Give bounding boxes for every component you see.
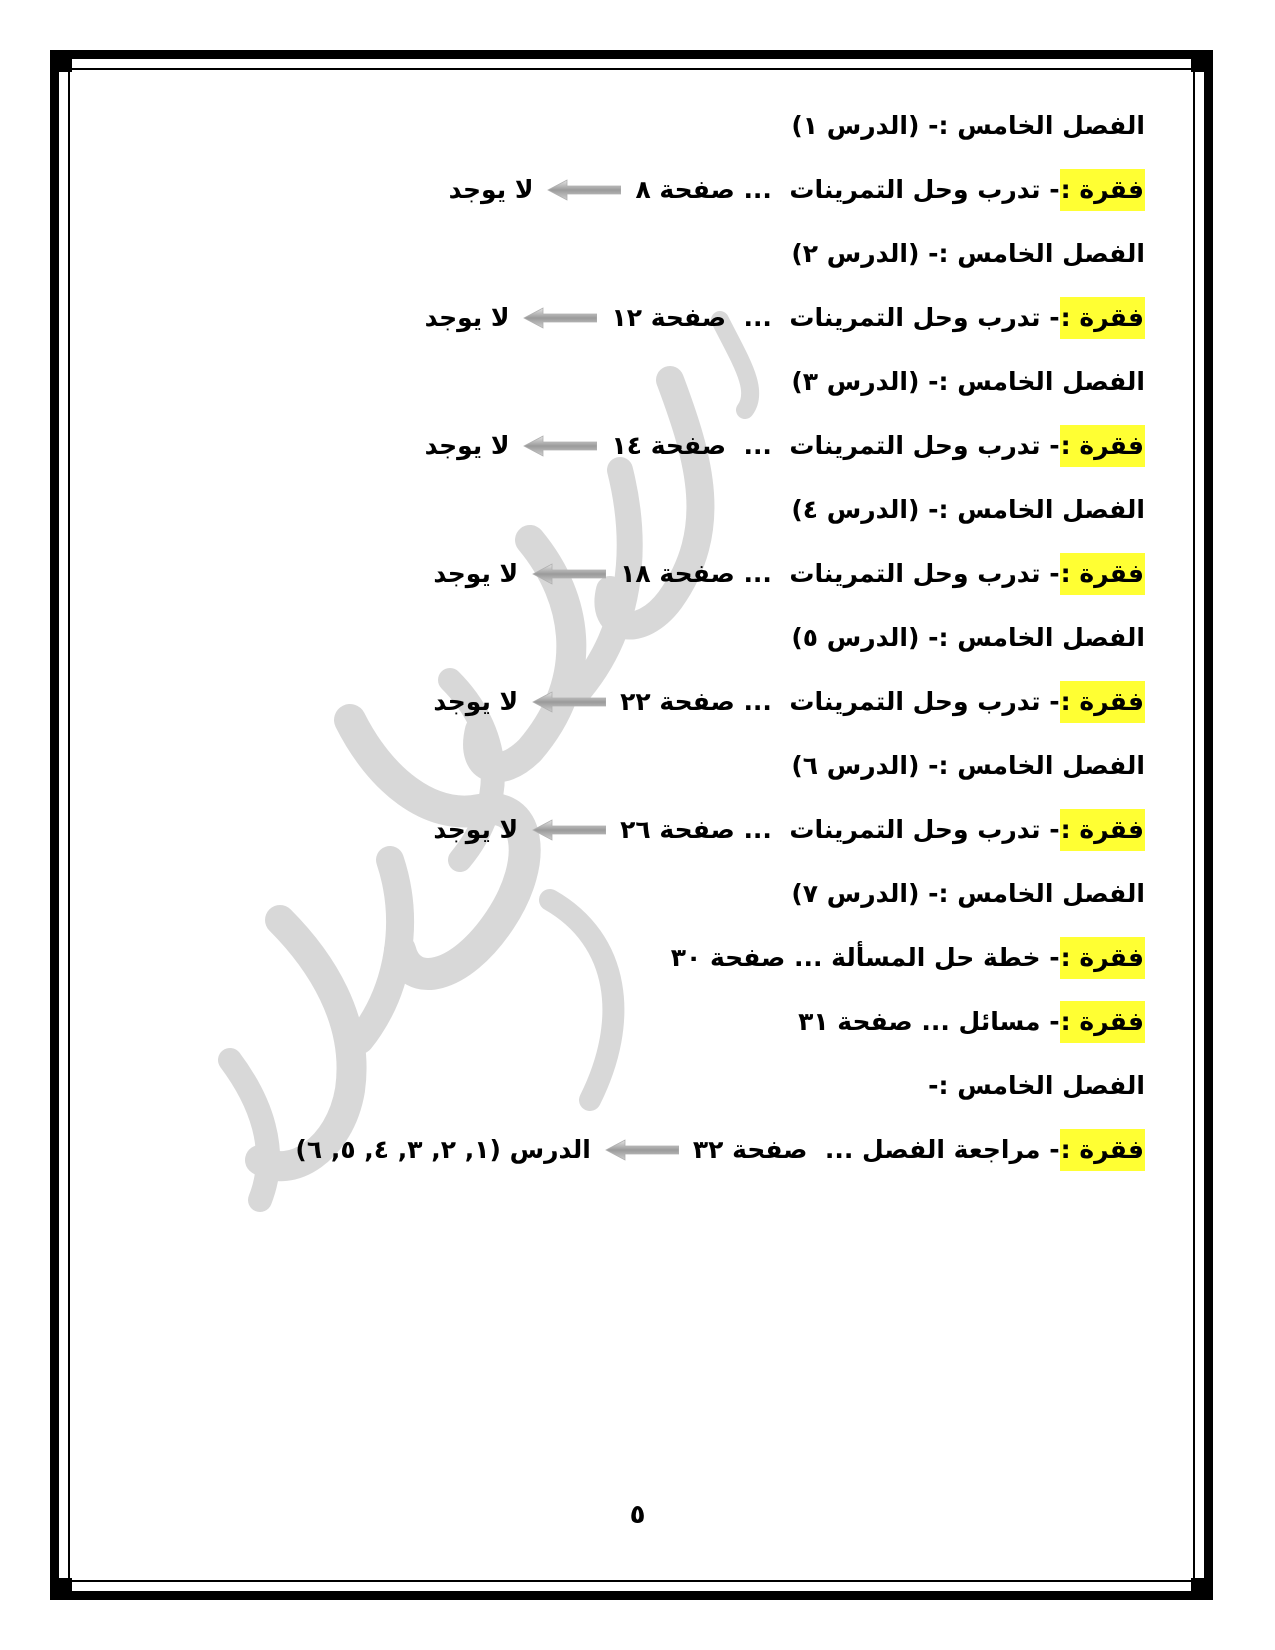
heading-text: الفصل الخامس :- (الدرس ٥) <box>791 623 1145 652</box>
paragraph-item <box>145 809 1145 873</box>
paragraph-text: - مسائل ... صفحة ٣١ <box>798 1007 1060 1036</box>
paragraph-label: فقرة : <box>1060 425 1145 467</box>
heading-text: الفصل الخامس :- (الدرس ٢) <box>791 239 1145 268</box>
paragraph-item <box>145 553 1145 617</box>
heading-text: الفصل الخامس :- (الدرس ٦) <box>791 751 1145 780</box>
result-text: لا يوجد <box>424 303 510 332</box>
result-text: لا يوجد <box>433 687 519 716</box>
paragraph-item <box>145 681 1145 745</box>
page-number: ٥ <box>629 1500 646 1530</box>
chapter-heading <box>145 745 1145 809</box>
heading-text: الفصل الخامس :- (الدرس ٤) <box>791 495 1145 524</box>
paragraph-text: - خطة حل المسألة ... صفحة ٣٠ <box>670 943 1060 972</box>
border-corner-bottom-right <box>1191 1578 1213 1600</box>
paragraph-label: فقرة : <box>1060 681 1145 723</box>
content-list <box>145 105 1145 1193</box>
paragraph-text: - تدرب وحل التمرينات ... صفحة ٨ <box>635 175 1060 204</box>
paragraph-label: فقرة : <box>1060 809 1145 851</box>
paragraph-text: - مراجعة الفصل ... صفحة ٣٢ <box>692 1135 1060 1164</box>
result-text: لا يوجد <box>424 431 510 460</box>
left-arrow-icon <box>532 563 606 585</box>
paragraph-text: - تدرب وحل التمرينات ... صفحة ١٢ <box>611 303 1060 332</box>
left-arrow-icon <box>532 691 606 713</box>
heading-text: الفصل الخامس :- (الدرس ١) <box>791 111 1145 140</box>
chapter-heading <box>145 1065 1145 1129</box>
result-text: لا يوجد <box>433 559 519 588</box>
paragraph-text: - تدرب وحل التمرينات ... صفحة ٢٢ <box>620 687 1060 716</box>
paragraph-item <box>145 1129 1145 1193</box>
border-corner-bottom-left <box>50 1578 72 1600</box>
paragraph-text: - تدرب وحل التمرينات ... صفحة ١٤ <box>611 431 1060 460</box>
paragraph-text: - تدرب وحل التمرينات ... صفحة ٢٦ <box>620 815 1060 844</box>
left-arrow-icon <box>605 1139 679 1161</box>
heading-text: الفصل الخامس :- (الدرس ٣) <box>791 367 1145 396</box>
paragraph-item <box>145 425 1145 489</box>
paragraph-label: فقرة : <box>1060 1129 1145 1171</box>
chapter-heading <box>145 361 1145 425</box>
chapter-heading <box>145 233 1145 297</box>
left-arrow-icon <box>532 819 606 841</box>
paragraph-text: - تدرب وحل التمرينات ... صفحة ١٨ <box>620 559 1060 588</box>
paragraph-label: فقرة : <box>1060 1001 1145 1043</box>
paragraph-label: فقرة : <box>1060 169 1145 211</box>
left-arrow-icon <box>523 307 597 329</box>
paragraph-label: فقرة : <box>1060 553 1145 595</box>
chapter-heading <box>145 489 1145 553</box>
paragraph-item <box>145 937 1145 1001</box>
heading-text: الفصل الخامس :- <box>928 1071 1145 1100</box>
paragraph-label: فقرة : <box>1060 937 1145 979</box>
heading-text: الفصل الخامس :- (الدرس ٧) <box>791 879 1145 908</box>
paragraph-item <box>145 297 1145 361</box>
paragraph-label: فقرة : <box>1060 297 1145 339</box>
result-text: لا يوجد <box>433 815 519 844</box>
border-corner-top-left <box>50 50 72 72</box>
chapter-heading <box>145 617 1145 681</box>
left-arrow-icon <box>547 179 621 201</box>
paragraph-item <box>145 1001 1145 1065</box>
chapter-heading <box>145 105 1145 169</box>
left-arrow-icon <box>523 435 597 457</box>
paragraph-item <box>145 169 1145 233</box>
chapter-heading <box>145 873 1145 937</box>
result-text: لا يوجد <box>448 175 534 204</box>
result-text: الدرس (١, ٢, ٣, ٤, ٥, ٦) <box>295 1135 591 1164</box>
border-corner-top-right <box>1191 50 1213 72</box>
